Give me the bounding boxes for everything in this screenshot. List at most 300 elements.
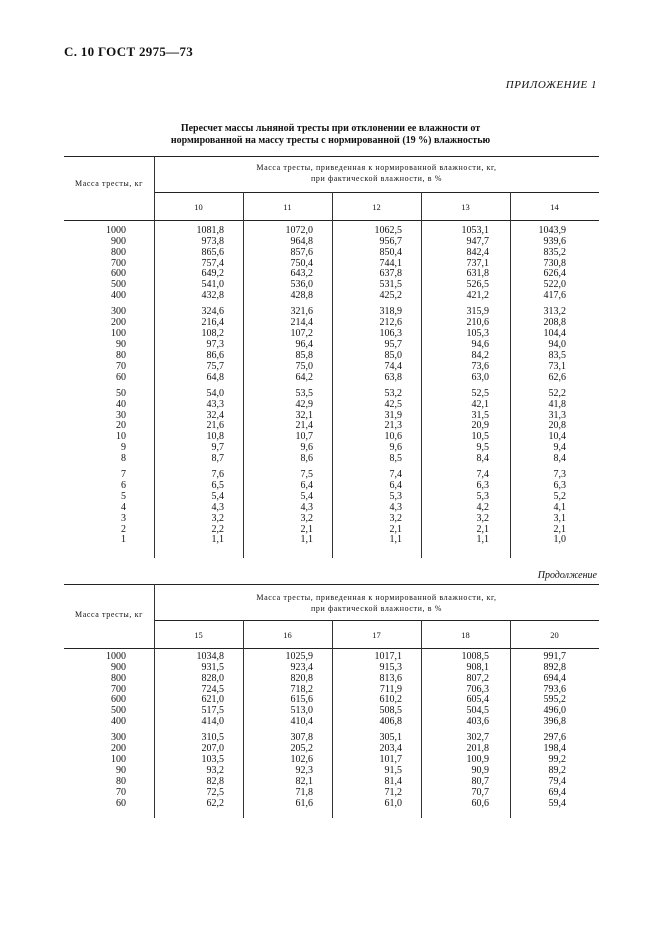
value-cell: 531,5 [379,279,402,291]
value-cell: 64,2 [295,371,313,383]
table-row [64,470,599,480]
table-row [64,695,599,705]
value-cell: 63,0 [471,371,489,383]
value-cell: 9,4 [553,442,566,454]
mass-cell: 700 [111,257,126,269]
column-header-10: 10 [194,202,203,212]
value-cell: 4,3 [300,501,313,513]
value-cell: 711,9 [379,683,402,695]
value-cell: 1043,9 [538,225,566,236]
table-row [64,362,599,372]
value-cell: 1072,0 [285,225,313,236]
value-cell: 318,9 [379,306,402,318]
value-cell: 42,9 [295,398,313,410]
table-row [64,259,599,269]
value-cell: 80,7 [471,775,489,787]
value-cell: 89,2 [548,765,566,776]
mass-cell: 200 [111,743,126,755]
value-cell: 5,4 [211,491,224,503]
value-cell: 107,2 [290,328,313,340]
value-cell: 41,8 [548,398,566,410]
mass-cell: 100 [111,754,126,766]
conversion-table-2 [64,584,599,818]
value-cell: 105,3 [466,328,489,340]
appendix-label: ПРИЛОЖЕНИЕ 1 [505,79,597,91]
value-cell: 53,5 [295,387,313,399]
mass-cell: 400 [111,716,126,728]
value-cell: 21,4 [295,420,313,432]
value-cell: 297,6 [543,732,566,744]
value-cell: 610,2 [379,694,402,706]
value-cell: 7,4 [476,469,489,481]
value-cell: 54,0 [206,387,224,399]
table-row [64,389,599,399]
value-cell: 212,6 [379,317,402,329]
mass-cell: 8 [121,453,126,464]
value-cell: 208,8 [543,317,566,329]
mass-cell: 90 [116,765,126,776]
table-row [64,226,599,236]
value-cell: 103,5 [201,754,224,766]
mass-cell: 1000 [106,225,126,236]
value-cell: 203,4 [379,743,402,755]
table-row [64,280,599,290]
value-cell: 706,3 [466,683,489,695]
value-cell: 5,3 [476,491,489,503]
mass-cell: 2 [121,523,126,535]
value-cell: 2,1 [389,523,402,535]
mass-cell: 50 [116,387,126,399]
value-cell: 1,1 [211,534,224,546]
table-row [64,663,599,673]
value-cell: 626,4 [543,268,566,280]
value-cell: 508,5 [379,705,402,717]
mass-cell: 600 [111,694,126,706]
value-cell: 947,7 [466,235,489,247]
mass-cell: 60 [116,371,126,383]
column-header-16: 16 [283,630,292,640]
value-cell: 43,3 [206,398,224,410]
value-cell: 939,6 [543,235,566,247]
table-row [64,248,599,258]
value-cell: 79,4 [548,775,566,787]
conversion-table-1 [64,156,599,558]
table-row [64,307,599,317]
value-cell: 64,8 [206,371,224,383]
value-cell: 820,8 [290,672,313,684]
value-cell: 8,7 [211,453,224,464]
value-cell: 59,4 [548,797,566,809]
value-cell: 757,4 [201,257,224,269]
table-row [64,685,599,695]
value-cell: 828,0 [201,672,224,684]
value-cell: 101,7 [379,754,402,766]
table-row [64,535,599,545]
value-cell: 513,0 [290,705,313,717]
value-cell: 97,3 [206,339,224,350]
mass-cell: 70 [116,360,126,372]
mass-cell: 60 [116,797,126,809]
value-cell: 10,4 [548,431,566,443]
value-cell: 95,7 [384,339,402,350]
column-header-17: 17 [372,630,381,640]
value-cell: 20,9 [471,420,489,432]
value-cell: 842,4 [466,246,489,258]
value-cell: 42,1 [471,398,489,410]
column-header-14: 14 [550,202,559,212]
table-row [64,777,599,787]
value-cell: 2,2 [211,523,224,535]
value-cell: 61,6 [295,797,313,809]
value-cell: 637,8 [379,268,402,280]
table-row [64,318,599,328]
value-cell: 857,6 [290,246,313,258]
value-cell: 71,2 [384,786,402,798]
value-cell: 60,6 [471,797,489,809]
mass-cell: 900 [111,661,126,673]
value-cell: 5,4 [300,491,313,503]
value-cell: 85,0 [384,349,402,361]
table-row [64,481,599,491]
mass-cell: 9 [121,442,126,454]
value-cell: 6,3 [553,480,566,492]
value-cell: 5,3 [389,491,402,503]
table-title-line2: нормированной на массу тресты с нормированной (19 %) влажностью [170,135,491,146]
column-header-12: 12 [372,202,381,212]
value-cell: 4,3 [389,501,402,513]
mass-cell: 800 [111,672,126,684]
value-cell: 198,4 [543,743,566,755]
mass-cell: 600 [111,268,126,280]
value-cell: 6,4 [300,480,313,492]
value-cell: 3,1 [553,512,566,524]
table-row [64,503,599,513]
value-cell: 73,6 [471,360,489,372]
table-row [64,525,599,535]
table-row [64,329,599,339]
value-cell: 694,4 [543,672,566,684]
value-cell: 2,1 [553,523,566,535]
value-cell: 31,9 [384,409,402,421]
value-cell: 71,8 [295,786,313,798]
value-cell: 1008,5 [461,651,489,662]
value-cell: 21,3 [384,420,402,432]
value-cell: 72,5 [206,786,224,798]
table-row [64,717,599,727]
continuation-label: Продолжение [537,570,597,581]
value-cell: 750,4 [290,257,313,269]
value-cell: 313,2 [543,306,566,318]
value-cell: 315,9 [466,306,489,318]
value-cell: 396,8 [543,716,566,728]
group-header-rule [154,192,599,193]
mass-cell: 1000 [106,651,126,662]
value-cell: 406,8 [379,716,402,728]
value-cell: 75,0 [295,360,313,372]
value-cell: 807,2 [466,672,489,684]
table-row [64,400,599,410]
value-cell: 643,2 [290,268,313,280]
value-cell: 82,8 [206,775,224,787]
value-cell: 410,4 [290,716,313,728]
mass-cell: 80 [116,349,126,361]
mass-cell: 500 [111,705,126,717]
value-cell: 100,9 [466,754,489,766]
value-cell: 865,6 [201,246,224,258]
value-cell: 2,1 [476,523,489,535]
value-cell: 1017,1 [374,651,402,662]
value-cell: 718,2 [290,683,313,695]
value-cell: 605,4 [466,694,489,706]
value-cell: 86,6 [206,349,224,361]
value-cell: 813,6 [379,672,402,684]
value-cell: 793,6 [543,683,566,695]
value-cell: 9,5 [476,442,489,454]
value-cell: 5,2 [553,491,566,503]
mass-cell: 300 [111,306,126,318]
value-cell: 205,2 [290,743,313,755]
value-cell: 94,0 [548,339,566,350]
group-header-line2: при фактической влажности, в % [311,174,442,183]
mass-cell: 500 [111,279,126,291]
value-cell: 496,0 [543,705,566,717]
value-cell: 526,5 [466,279,489,291]
mass-cell: 40 [116,398,126,410]
value-cell: 216,4 [201,317,224,329]
value-cell: 428,8 [290,290,313,302]
table-row [64,340,599,350]
mass-cell: 20 [116,420,126,432]
value-cell: 6,3 [476,480,489,492]
value-cell: 310,5 [201,732,224,744]
mass-cell: 4 [121,501,126,513]
value-cell: 2,1 [300,523,313,535]
value-cell: 75,7 [206,360,224,372]
value-cell: 99,2 [548,754,566,766]
value-cell: 403,6 [466,716,489,728]
value-cell: 8,4 [553,453,566,464]
mass-cell: 5 [121,491,126,503]
value-cell: 3,2 [211,512,224,524]
value-cell: 892,8 [543,661,566,673]
value-cell: 414,0 [201,716,224,728]
table-row [64,755,599,765]
value-cell: 62,6 [548,371,566,383]
table-title-line1: Пересчет массы льняной тресты при отклонении ее влажности от [180,123,481,134]
value-cell: 931,5 [201,661,224,673]
value-cell: 1062,5 [374,225,402,236]
value-cell: 621,0 [201,694,224,706]
table-row [64,237,599,247]
table-row [64,291,599,301]
value-cell: 908,1 [466,661,489,673]
value-cell: 631,8 [466,268,489,280]
mass-cell: 6 [121,480,126,492]
value-cell: 850,4 [379,246,402,258]
value-cell: 94,6 [471,339,489,350]
value-cell: 52,2 [548,387,566,399]
value-cell: 321,6 [290,306,313,318]
table-row [64,674,599,684]
value-cell: 90,9 [471,765,489,776]
value-cell: 1,1 [476,534,489,546]
value-cell: 92,3 [295,765,313,776]
value-cell: 70,7 [471,786,489,798]
mass-cell: 700 [111,683,126,695]
column-header-20: 20 [550,630,559,640]
value-cell: 201,8 [466,743,489,755]
value-cell: 915,3 [379,661,402,673]
value-cell: 305,1 [379,732,402,744]
value-cell: 93,2 [206,765,224,776]
value-cell: 102,6 [290,754,313,766]
page-header: С. 10 ГОСТ 2975—73 [64,44,194,59]
value-cell: 74,4 [384,360,402,372]
value-cell: 307,8 [290,732,313,744]
value-cell: 108,2 [201,328,224,340]
table-row [64,652,599,662]
value-cell: 85,8 [295,349,313,361]
table-row [64,432,599,442]
value-cell: 7,4 [389,469,402,481]
value-cell: 10,8 [206,431,224,443]
value-cell: 9,7 [211,442,224,454]
group-header-cell [154,162,599,184]
value-cell: 63,8 [384,371,402,383]
group-header-cell [154,592,599,614]
group-header-rule [154,620,599,621]
mass-cell: 800 [111,246,126,258]
value-cell: 541,0 [201,279,224,291]
table-row [64,706,599,716]
value-cell: 214,4 [290,317,313,329]
value-cell: 61,0 [384,797,402,809]
mass-cell: 70 [116,786,126,798]
value-cell: 9,6 [389,442,402,454]
value-cell: 1,0 [553,534,566,546]
value-cell: 649,2 [201,268,224,280]
value-cell: 504,5 [466,705,489,717]
mass-cell: 300 [111,732,126,744]
value-cell: 730,8 [543,257,566,269]
value-cell: 1034,8 [196,651,224,662]
mass-cell: 200 [111,317,126,329]
value-cell: 62,2 [206,797,224,809]
value-cell: 106,3 [379,328,402,340]
value-cell: 4,2 [476,501,489,513]
table-row [64,421,599,431]
value-cell: 104,4 [543,328,566,340]
table-row [64,733,599,743]
group-header-line1: Масса тресты, приведенная к нормированной влажности, кг, [256,593,497,602]
table-row [64,799,599,809]
value-cell: 32,1 [295,409,313,421]
table-row [64,443,599,453]
value-cell: 432,8 [201,290,224,302]
value-cell: 7,6 [211,469,224,481]
value-cell: 53,2 [384,387,402,399]
value-cell: 20,8 [548,420,566,432]
value-cell: 417,6 [543,290,566,302]
value-cell: 84,2 [471,349,489,361]
value-cell: 69,4 [548,786,566,798]
table-row [64,454,599,464]
value-cell: 9,6 [300,442,313,454]
value-cell: 8,4 [476,453,489,464]
value-cell: 973,8 [201,235,224,247]
value-cell: 6,5 [211,480,224,492]
value-cell: 1053,1 [461,225,489,236]
value-cell: 595,2 [543,694,566,706]
value-cell: 21,6 [206,420,224,432]
value-cell: 10,5 [471,431,489,443]
table-row [64,766,599,776]
table-row [64,788,599,798]
value-cell: 91,5 [384,765,402,776]
mass-cell: 90 [116,339,126,350]
mass-cell: 80 [116,775,126,787]
value-cell: 73,1 [548,360,566,372]
value-cell: 81,4 [384,775,402,787]
value-cell: 7,3 [553,469,566,481]
value-cell: 3,2 [389,512,402,524]
column-header-18: 18 [461,630,470,640]
value-cell: 32,4 [206,409,224,421]
value-cell: 6,4 [389,480,402,492]
value-cell: 956,7 [379,235,402,247]
group-header-line2: при фактической влажности, в % [311,604,442,613]
mass-cell: 30 [116,409,126,421]
table-row [64,514,599,524]
value-cell: 31,5 [471,409,489,421]
group-header-line1: Масса тресты, приведенная к нормированной влажности, кг, [256,163,497,172]
table-row [64,492,599,502]
value-cell: 835,2 [543,246,566,258]
value-cell: 4,3 [211,501,224,513]
value-cell: 207,0 [201,743,224,755]
column-header-11: 11 [283,202,292,212]
value-cell: 1,1 [300,534,313,546]
value-cell: 517,5 [201,705,224,717]
table-row [64,411,599,421]
mass-cell: 1 [121,534,126,546]
value-cell: 1081,8 [196,225,224,236]
value-cell: 83,5 [548,349,566,361]
value-cell: 744,1 [379,257,402,269]
mass-cell: 400 [111,290,126,302]
mass-cell: 3 [121,512,126,524]
value-cell: 536,0 [290,279,313,291]
value-cell: 421,2 [466,290,489,302]
value-cell: 3,2 [476,512,489,524]
mass-cell: 100 [111,328,126,340]
value-cell: 42,5 [384,398,402,410]
mass-cell: 900 [111,235,126,247]
value-cell: 923,4 [290,661,313,673]
value-cell: 724,5 [201,683,224,695]
column-header-13: 13 [461,202,470,212]
value-cell: 302,7 [466,732,489,744]
value-cell: 615,6 [290,694,313,706]
mass-cell: 10 [116,431,126,443]
value-cell: 522,0 [543,279,566,291]
row-header-cell: Масса тресты, кг [75,610,143,619]
value-cell: 8,6 [300,453,313,464]
table-row [64,269,599,279]
value-cell: 991,7 [543,651,566,662]
value-cell: 10,6 [384,431,402,443]
mass-cell: 7 [121,469,126,481]
